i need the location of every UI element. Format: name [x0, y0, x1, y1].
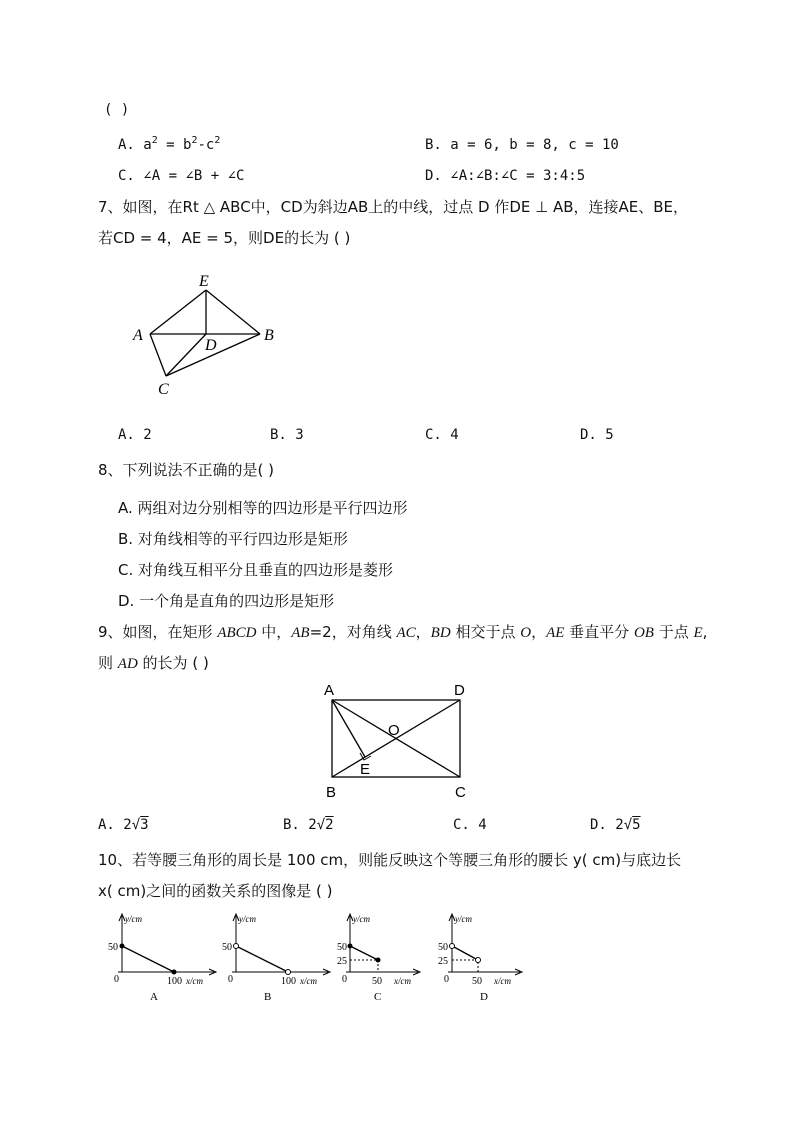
q10-stem-line2: x( cm)之间的函数关系的图像是 ( ): [98, 882, 333, 900]
q9-option-d[interactable]: [590, 815, 641, 835]
q8-option-d[interactable]: D. 一个角是直角的四边形是矩形: [118, 592, 335, 610]
q9-label-o: O: [388, 722, 400, 739]
graph-d-xlabel: x/cm: [494, 976, 511, 986]
q9-label-b: B: [326, 784, 337, 801]
q9-var: E: [693, 625, 703, 641]
q9-figure: [318, 678, 478, 802]
q6-option-a-mid: = b: [157, 137, 192, 153]
q9-var: AD: [117, 656, 138, 672]
graph-d-y0: 50: [438, 942, 448, 953]
q9-var: ABCD: [217, 625, 257, 641]
q10-graph-a[interactable]: [108, 910, 220, 1006]
q6-stem-tail: ( ): [104, 102, 130, 118]
q9-label-e: E: [360, 761, 371, 778]
q9-option-b-prefix: B. 2: [283, 817, 317, 833]
q7-label-a: A: [133, 327, 143, 344]
q7-option-d[interactable]: D. 5: [580, 427, 614, 443]
sqrt-symbol: √: [316, 817, 326, 833]
q6-option-a-mid2: -c: [197, 137, 215, 153]
graph-b-ylabel: y/cm: [239, 914, 256, 924]
q7-label-c: C: [158, 381, 169, 398]
graph-a-caption: A: [150, 991, 158, 1003]
q10-stem-line1: 10、若等腰三角形的周长是 100 cm，则能反映这个等腰三角形的腰长 y( cm)与底边长: [98, 851, 682, 869]
q8-option-b[interactable]: B. 对角线相等的平行四边形是矩形: [118, 530, 348, 548]
q9-text: =2，对角线: [309, 623, 397, 641]
graph-b-xlabel: x/cm: [300, 976, 317, 986]
q9-option-c[interactable]: C. 4: [453, 817, 487, 833]
q9-text: ，: [531, 623, 547, 641]
q6-option-a-prefix: A. a: [118, 137, 152, 153]
graph-c-ylabel: y/cm: [353, 914, 370, 924]
q7-stem-line1: 7、如图，在Rt △ ABC中，CD为斜边AB上的中线，过点 D 作DE ⊥ AB，连接AE、BE，: [98, 198, 689, 216]
q9-var: AB: [291, 625, 310, 641]
q9-text: 垂直平分: [564, 623, 634, 641]
graph-a-y0: 50: [108, 942, 118, 953]
q8-option-c[interactable]: C. 对角线互相平分且垂直的四边形是菱形: [118, 561, 394, 579]
q6-option-b[interactable]: B. a = 6, b = 8, c = 10: [425, 137, 619, 153]
q9-option-b[interactable]: [283, 815, 334, 835]
graph-b-caption: B: [264, 991, 272, 1003]
q9-text: ，: [415, 623, 431, 641]
q9-text: 于点: [653, 623, 694, 641]
q10-graph-d[interactable]: [436, 910, 532, 1006]
q6-option-c[interactable]: C. ∠A = ∠B + ∠C: [118, 168, 245, 184]
q9-var: O: [520, 625, 532, 641]
q9-text: 9、如图，在矩形: [98, 623, 218, 641]
q9-stem-line1: [98, 622, 707, 643]
q9-option-d-prefix: D. 2: [590, 817, 624, 833]
q9-stem-line2: [98, 653, 209, 674]
q9-var: OB: [633, 625, 654, 641]
graph-a-xend: 100: [167, 976, 182, 987]
graph-c-origin: 0: [342, 974, 347, 985]
graph-c-y1: 25: [337, 956, 347, 967]
q8-option-a[interactable]: A. 两组对边分别相等的四边形是平行四边形: [118, 499, 408, 517]
q10-graph-b[interactable]: [222, 910, 334, 1006]
q9-option-a[interactable]: [98, 815, 149, 835]
q6-option-a-exp3: 2: [214, 135, 221, 146]
graph-d-origin: 0: [444, 974, 449, 985]
graph-c-xlabel: x/cm: [394, 976, 411, 986]
q9-option-b-radicand: 2: [325, 817, 334, 833]
q9-var: BD: [430, 625, 451, 641]
q7-label-b: B: [264, 327, 274, 344]
q7-option-b[interactable]: B. 3: [270, 427, 304, 443]
graph-b-xend: 100: [281, 976, 296, 987]
q9-option-a-radicand: 3: [140, 817, 149, 833]
graph-c-caption: C: [374, 991, 382, 1003]
q7-figure: [128, 268, 288, 403]
graph-d-caption: D: [480, 991, 488, 1003]
q7-option-a[interactable]: A. 2: [118, 427, 152, 443]
q9-text: ,: [702, 623, 708, 641]
q9-text: 的长为 ( ): [137, 654, 209, 672]
q6-option-d[interactable]: D. ∠A:∠B:∠C = 3:4:5: [425, 168, 586, 184]
q9-var: AC: [396, 625, 416, 641]
q9-option-d-radicand: 5: [632, 817, 641, 833]
q8-stem: 8、下列说法不正确的是( ): [98, 461, 275, 479]
q9-label-a: A: [324, 682, 335, 699]
q6-option-a-exp1: 2: [151, 135, 158, 146]
graph-d-xend: 50: [472, 976, 482, 987]
q10-graph-c[interactable]: [336, 910, 428, 1006]
q9-var: AE: [546, 625, 565, 641]
graph-c-y0: 50: [337, 942, 347, 953]
q9-option-a-prefix: A. 2: [98, 817, 132, 833]
graph-a-origin: 0: [114, 974, 119, 985]
graph-d-y1: 25: [438, 956, 448, 967]
graph-b-y0: 50: [222, 942, 232, 953]
graph-b-origin: 0: [228, 974, 233, 985]
q9-label-d: D: [454, 682, 465, 699]
graph-d-ylabel: y/cm: [455, 914, 472, 924]
sqrt-symbol: √: [131, 817, 141, 833]
q6-option-a[interactable]: [118, 135, 220, 155]
graph-c-xend: 50: [372, 976, 382, 987]
q9-text: 则: [98, 654, 118, 672]
q6-option-a-exp2: 2: [191, 135, 198, 146]
q7-stem-line2: 若CD = 4，AE = 5，则DE的长为 ( ): [98, 229, 351, 247]
sqrt-symbol: √: [623, 817, 633, 833]
q9-label-c: C: [455, 784, 466, 801]
q7-label-e: E: [199, 273, 209, 290]
q7-label-d: D: [205, 337, 217, 354]
q9-text: 中，: [256, 623, 292, 641]
q7-option-c[interactable]: C. 4: [425, 427, 459, 443]
q9-text: 相交于点: [450, 623, 521, 641]
graph-a-xlabel: x/cm: [186, 976, 203, 986]
graph-a-ylabel: y/cm: [125, 914, 142, 924]
